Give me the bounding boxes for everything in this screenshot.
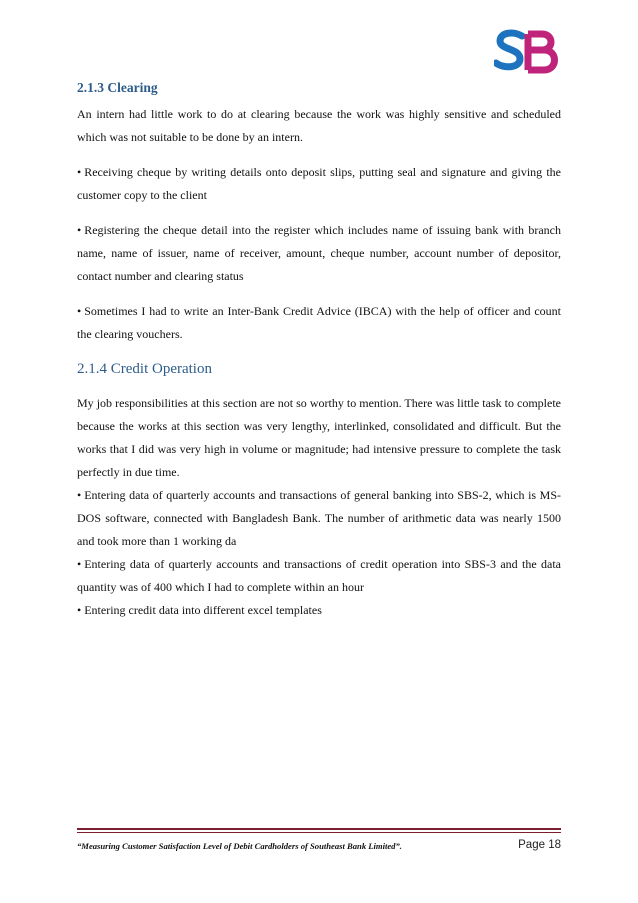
credit-bullet-1: • Entering data of quarterly accounts and transactions of general banking into SBS-2, which is MS-DOS software, connected with Bangladesh Bank. The number of arithmetic data was nearly 1500 and took more than 1 working da	[77, 488, 561, 548]
clearing-bullet-3: • Sometimes I had to write an Inter-Bank Credit Advice (IBCA) with the help of officer and count the clearing vouchers.	[77, 304, 561, 341]
section-heading-credit-operation: 2.1.4 Credit Operation	[77, 361, 212, 377]
page-number: Page 18	[518, 839, 561, 851]
clearing-intro: An intern had little work to do at clearing because the work was highly sensitive and scheduled which was not suitable to be done by an intern.	[77, 107, 561, 144]
page-content	[77, 80, 561, 622]
section-heading-clearing: 2.1.3 Clearing	[77, 80, 158, 95]
footer-title: “Measuring Customer Satisfaction Level of Debit Cardholders of Southeast Bank Limited”.	[77, 841, 402, 851]
footer-rule	[77, 828, 561, 830]
clearing-bullet-1: • Receiving cheque by writing details onto deposit slips, putting seal and signature and giving the customer copy to the client	[77, 165, 561, 202]
footer-rule-thin	[77, 832, 561, 833]
credit-bullet-3: • Entering credit data into different excel templates	[77, 603, 322, 617]
credit-intro: My job responsibilities at this section are not so worthy to mention. There was little task to complete because the works at this section was very lengthy, interlinked, consolidated and difficult. But the works that I did was very high in volume or magnitude; had intensive pressure to complete the task perfectly in due time.	[77, 396, 561, 479]
credit-bullet-2: • Entering data of quarterly accounts and transactions of credit operation into SBS-3 and the data quantity was of 400 which I had to complete within an hour	[77, 557, 561, 594]
clearing-bullet-2: • Registering the cheque detail into the register which includes name of issuing bank with branch name, name of issuer, name of receiver, amount, cheque number, account number of depositor, contact number and clearing status	[77, 223, 561, 283]
bank-logo	[494, 28, 560, 76]
